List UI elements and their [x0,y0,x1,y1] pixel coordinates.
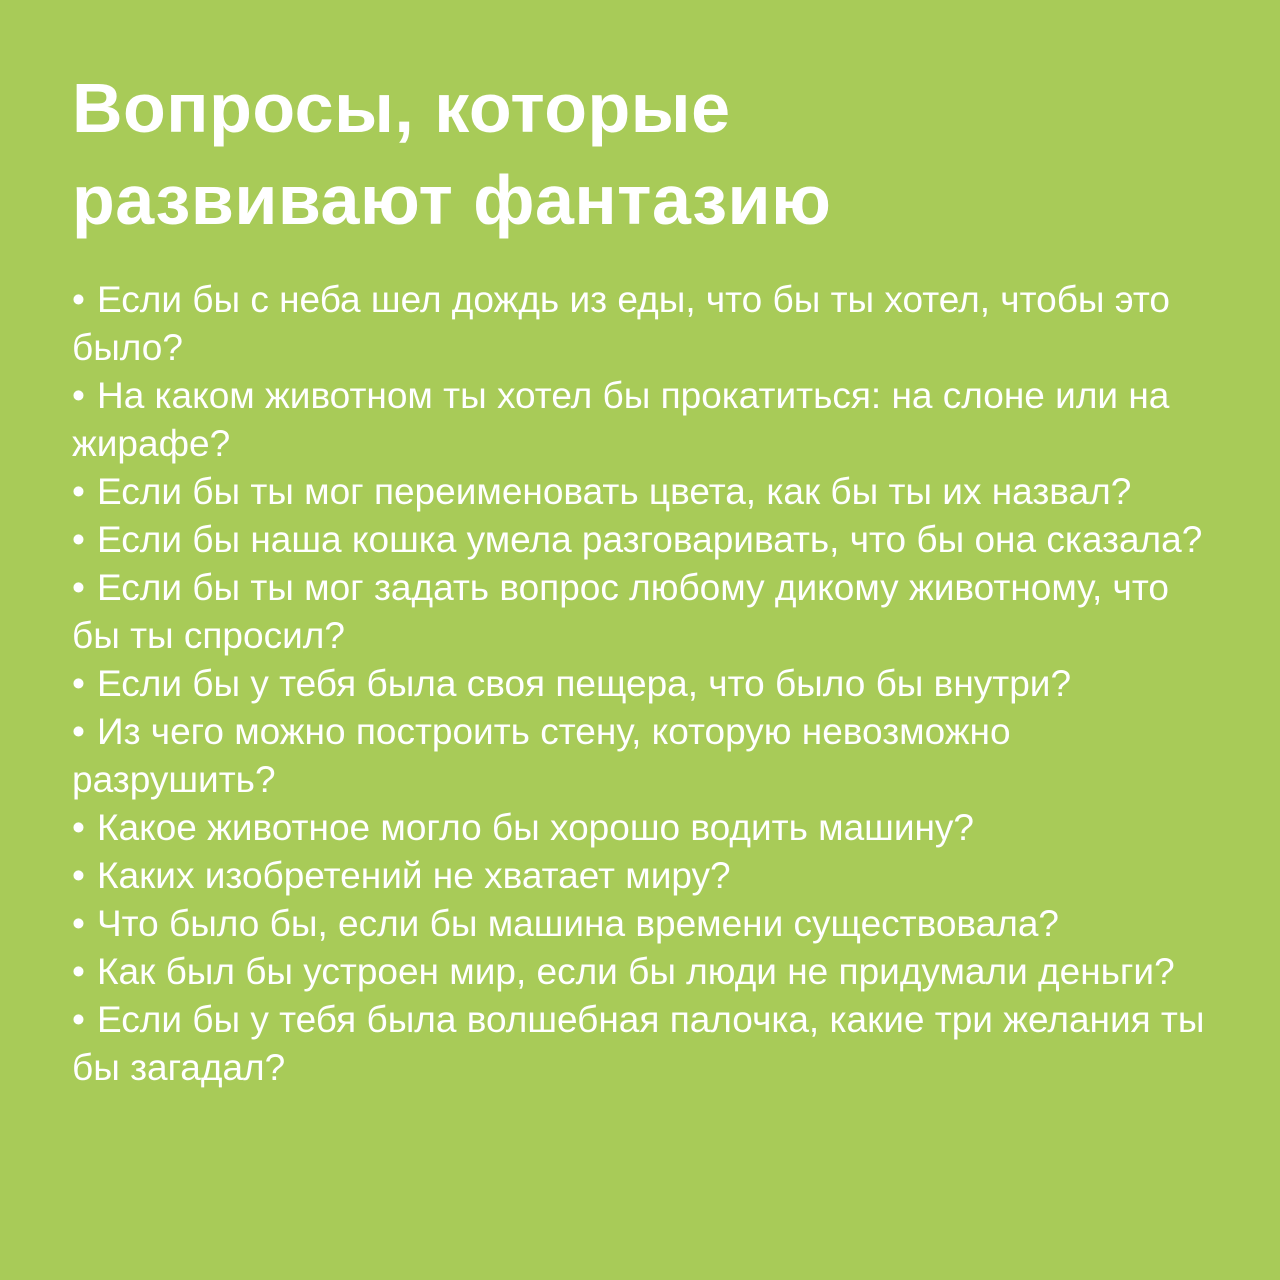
list-item [72,852,1208,900]
list-item [72,660,1208,708]
bullet-icon: • [72,375,85,416]
list-item [72,564,1208,660]
question-text: Если бы с неба шел дождь из еды, что бы ты хотел, чтобы это было? [72,279,1170,368]
question-text: Если бы у тебя была волшебная палочка, какие три желания ты бы загадал? [72,999,1205,1088]
bullet-icon: • [72,711,85,752]
list-item [72,468,1208,516]
list-item [72,900,1208,948]
page-title: Вопросы, которые развивают фантазию [72,69,832,239]
bullet-icon: • [72,471,85,512]
question-text: Какое животное могло бы хорошо водить машину? [96,807,975,848]
question-text: Из чего можно построить стену, которую невозможно разрушить? [72,711,1011,800]
list-item [72,276,1208,372]
bullet-icon: • [72,807,85,848]
question-text: Если бы ты мог переименовать цвета, как бы ты их назвал? [96,471,1132,512]
list-item [72,516,1208,564]
list-item [72,372,1208,468]
bullet-icon: • [72,903,85,944]
question-text: Каких изобретений не хватает миру? [96,855,731,896]
bullet-icon: • [72,855,85,896]
list-item [72,948,1208,996]
bullet-icon: • [72,999,85,1040]
questions-list [72,276,1208,1092]
bullet-icon: • [72,567,85,608]
question-text: Как был бы устроен мир, если бы люди не придумали деньги? [96,951,1175,992]
question-text: Если бы наша кошка умела разговаривать, что бы она сказала? [96,519,1203,560]
bullet-icon: • [72,519,85,560]
question-text: Если бы ты мог задать вопрос любому дикому животному, что бы ты спросил? [72,567,1169,656]
question-text: На каком животном ты хотел бы прокатиться: на слоне или на жирафе? [72,375,1170,464]
bullet-icon: • [72,663,85,704]
list-item [72,804,1208,852]
list-item [72,708,1208,804]
bullet-icon: • [72,279,85,320]
question-text: Что было бы, если бы машина времени существовала? [96,903,1059,944]
bullet-icon: • [72,951,85,992]
question-text: Если бы у тебя была своя пещера, что было бы внутри? [96,663,1072,704]
list-item [72,996,1208,1092]
